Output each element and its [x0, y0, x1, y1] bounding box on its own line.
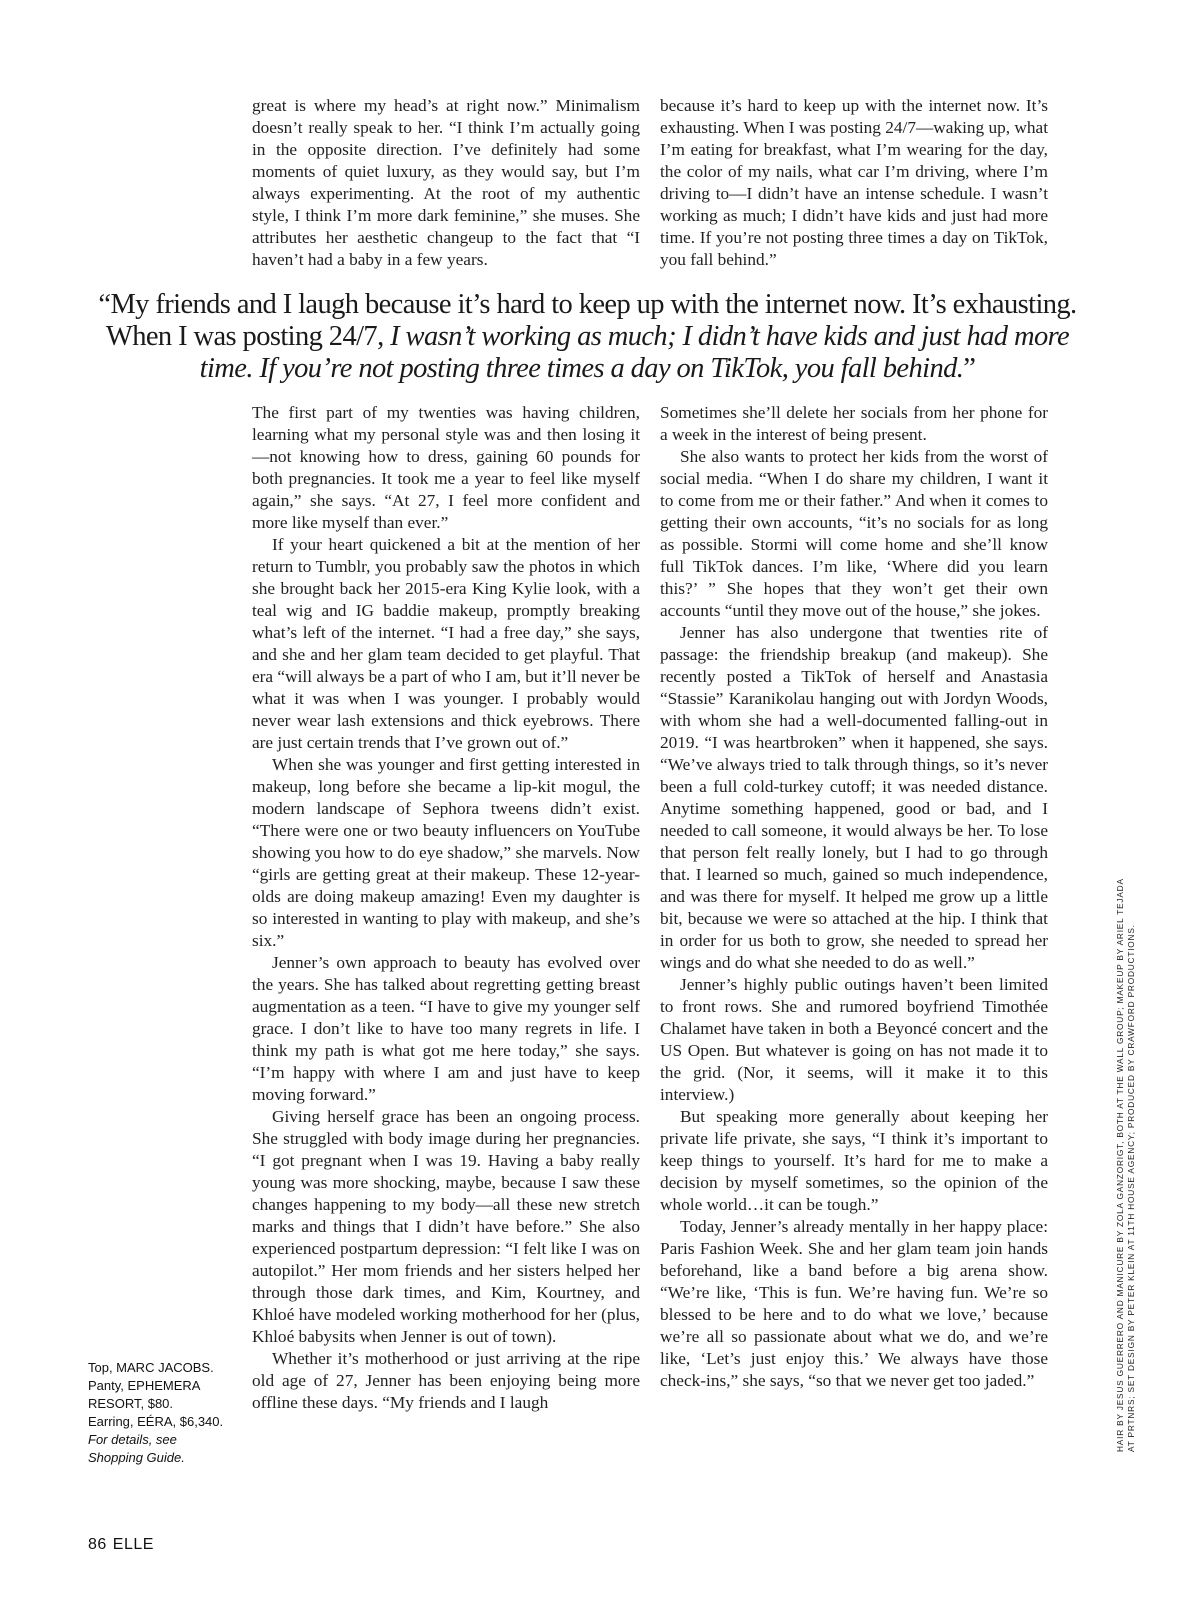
top-right-column — [660, 95, 1048, 271]
paragraph: Jenner’s own approach to beauty has evolved over the years. She has talked about regretting getting breast augmentation as a teen. “I have to give my younger self grace. I don’t like to have too many regrets in life. I think my path is what got me here today,” she says. “I’m happy with where I am and just have to keep moving forward.” — [252, 953, 640, 1104]
body-right-column — [660, 402, 1048, 1392]
pull-quote-italic: I wasn’t working as much; I didn’t have kids and just had more time. If you’re not posting three times a day on TikTok, you fall behind. — [199, 321, 1070, 384]
paragraph: The first part of my twenties was having children, learning what my personal style was and then losing it—not knowing how to dress, gaining 60 pounds for both pregnancies. It took me a year to feel like myself again,” she says. “At 27, I feel more confident and more like myself than ever.” — [252, 403, 640, 532]
page-folio — [88, 1536, 160, 1554]
pull-quote-close: ” — [963, 353, 976, 384]
paragraph: If your heart quickened a bit at the mention of her return to Tumblr, you probably saw the photos in which she brought back her 2015-era King Kylie look, with a teal wig and IG baddie makeup, promptly breaking what’s left of the internet. “I had a free day,” she says, and she and her glam team decided to get playful. That era “will always be a part of who I am, but it’ll never be what it was when I was younger. I probably would never wear lash extensions and thick eyebrows. There are just certain trends that I’ve grown out of.” — [252, 535, 640, 752]
paragraph: But speaking more generally about keeping her private life private, she says, “I think it’s important to keep things to yourself. It’s hard for me to make a decision by myself sometimes, so the opinion of the whole world…it can be tough.” — [660, 1107, 1048, 1214]
caption-line: Shopping Guide. — [88, 1450, 185, 1465]
pull-quote-roman: “My friends and I laugh because it’s hard to keep up with the internet now. It’s exhausting. When I was posting 24/7, — [98, 289, 1077, 352]
paragraph: Sometimes she’ll delete her socials from her phone for a week in the interest of being present. — [660, 403, 1048, 444]
caption-line: For details, see — [88, 1432, 177, 1447]
caption-line: Earring, EÉRA, $6,340. — [88, 1414, 224, 1429]
pull-quote — [95, 289, 1080, 385]
page-number: 86 — [88, 1536, 107, 1553]
paragraph: Today, Jenner’s already mentally in her happy place: Paris Fashion Week. She and her glam team join hands beforehand, like a band before a big arena show. “We’re like, ‘This is fun. We’re having fun. We’re so blessed to be here and to do what we love,’ because we’re all so passionate about what we do, and we’re like, ‘Let’s just enjoy this.’ We always have those check-ins,” she says, “so that we never get too jaded.” — [660, 1217, 1048, 1390]
paragraph: because it’s hard to keep up with the internet now. It’s exhausting. When I was posting 24/7—waking up, what I’m eating for breakfast, what I’m wearing for the day, the color of my nails, what car I’m driving, where I’m driving to—I didn’t have an intense schedule. I wasn’t working as much; I didn’t have kids and just had more time. If you’re not posting three times a day on TikTok, you fall behind.” — [660, 96, 1048, 269]
paragraph: She also wants to protect her kids from the worst of social media. “When I do share my children, I want it to come from me or their father.” And when it comes to getting their own accounts, “it’s no socials for as long as possible. Stormi will come home and she’ll know full TikTok dances. I’m like, ‘Where did you learn this?’ ” She hopes that they won’t get their own accounts “until they move out of the house,” she jokes. — [660, 447, 1048, 620]
top-left-column — [252, 95, 640, 271]
paragraph: Jenner has also undergone that twenties rite of passage: the friendship breakup (and makeup). She recently posted a TikTok of herself and Anastasia “Stassie” Karanikolau hanging out with Jordyn Woods, with whom she had a well-documented falling-out in 2019. “I was heartbroken” when it happened, she says. “We’ve always tried to talk through things, so it’s never been a full cold-turkey cutoff; it was needed distance. Anytime something happened, good or bad, and I needed to call someone, it would always be her. To lose that person felt really lonely, but I had to go through that. I learned so much, gained so much independence, and was there for myself. It helped me grow up a little bit, because we were so attached at the hip. I think that in order for us both to grow, she needed to spread her wings and do what she needed to do as well.” — [660, 623, 1048, 972]
credits-line: HAIR BY JESUS GUERRERO AND MANICURE BY ZOLA GANZORIGT, BOTH AT THE WALL GROUP; MAKEUP BY ARIEL TEJADA — [1115, 878, 1125, 1452]
paragraph: Jenner’s highly public outings haven’t been limited to front rows. She and rumored boyfriend Timothée Chalamet have taken in both a Beyoncé concert and the US Open. But whatever is going on has not made it to the grid. (Nor, it seems, will it make it to this interview.) — [660, 975, 1048, 1104]
credits-line: AT PRTNRS; SET DESIGN BY PETER KLEIN AT 11TH HOUSE AGENCY; PRODUCED BY CRAWFORD PRODUCTIONS. — [1126, 924, 1136, 1452]
body-left-column — [252, 402, 640, 1414]
caption-line: Top, MARC JACOBS. — [88, 1360, 214, 1375]
paragraph: Whether it’s motherhood or just arriving at the ripe old age of 27, Jenner has been enjoying being more offline these days. “My friends and I laugh — [252, 1349, 640, 1412]
caption-line: RESORT, $80. — [88, 1396, 174, 1411]
paragraph: Giving herself grace has been an ongoing process. She struggled with body image during her pregnancies. “I got pregnant when I was 19. Having a baby really young was more shocking, maybe, because I saw these changes happening to my body—all these new stretch marks and things that I didn’t have before.” She also experienced postpartum depression: “I felt like I was on autopilot.” Her mom friends and her sisters helped her through those dark times, and Kim, Kourtney, and Khloé have modeled working motherhood for her (plus, Khloé babysits when Jenner is out of town). — [252, 1107, 640, 1346]
caption-line: Panty, EPHEMERA — [88, 1378, 201, 1393]
paragraph: When she was younger and first getting interested in makeup, long before she became a lip-kit mogul, the modern landscape of Sephora tweens didn’t exist. “There were one or two beauty influencers on YouTube showing you how to do eye shadow,” she marvels. Now “girls are getting great at their makeup. These 12-year-olds are doing makeup amazing! Even my daughter is so interested in wanting to play with makeup, and she’s six.” — [252, 755, 640, 950]
paragraph: great is where my head’s at right now.” Minimalism doesn’t really speak to her. “I think I’m actually going in the opposite direction. I’ve definitely had some moments of quiet luxury, as they would say, but I’m always experimenting. At the root of my authentic style, I think I’m more dark feminine,” she muses. She attributes her aesthetic changeup to the fact that “I haven’t had a baby in a few years. — [252, 96, 640, 269]
magazine-name: ELLE — [112, 1536, 154, 1553]
photo-caption — [88, 1359, 238, 1467]
photo-credits — [1115, 878, 1137, 1452]
